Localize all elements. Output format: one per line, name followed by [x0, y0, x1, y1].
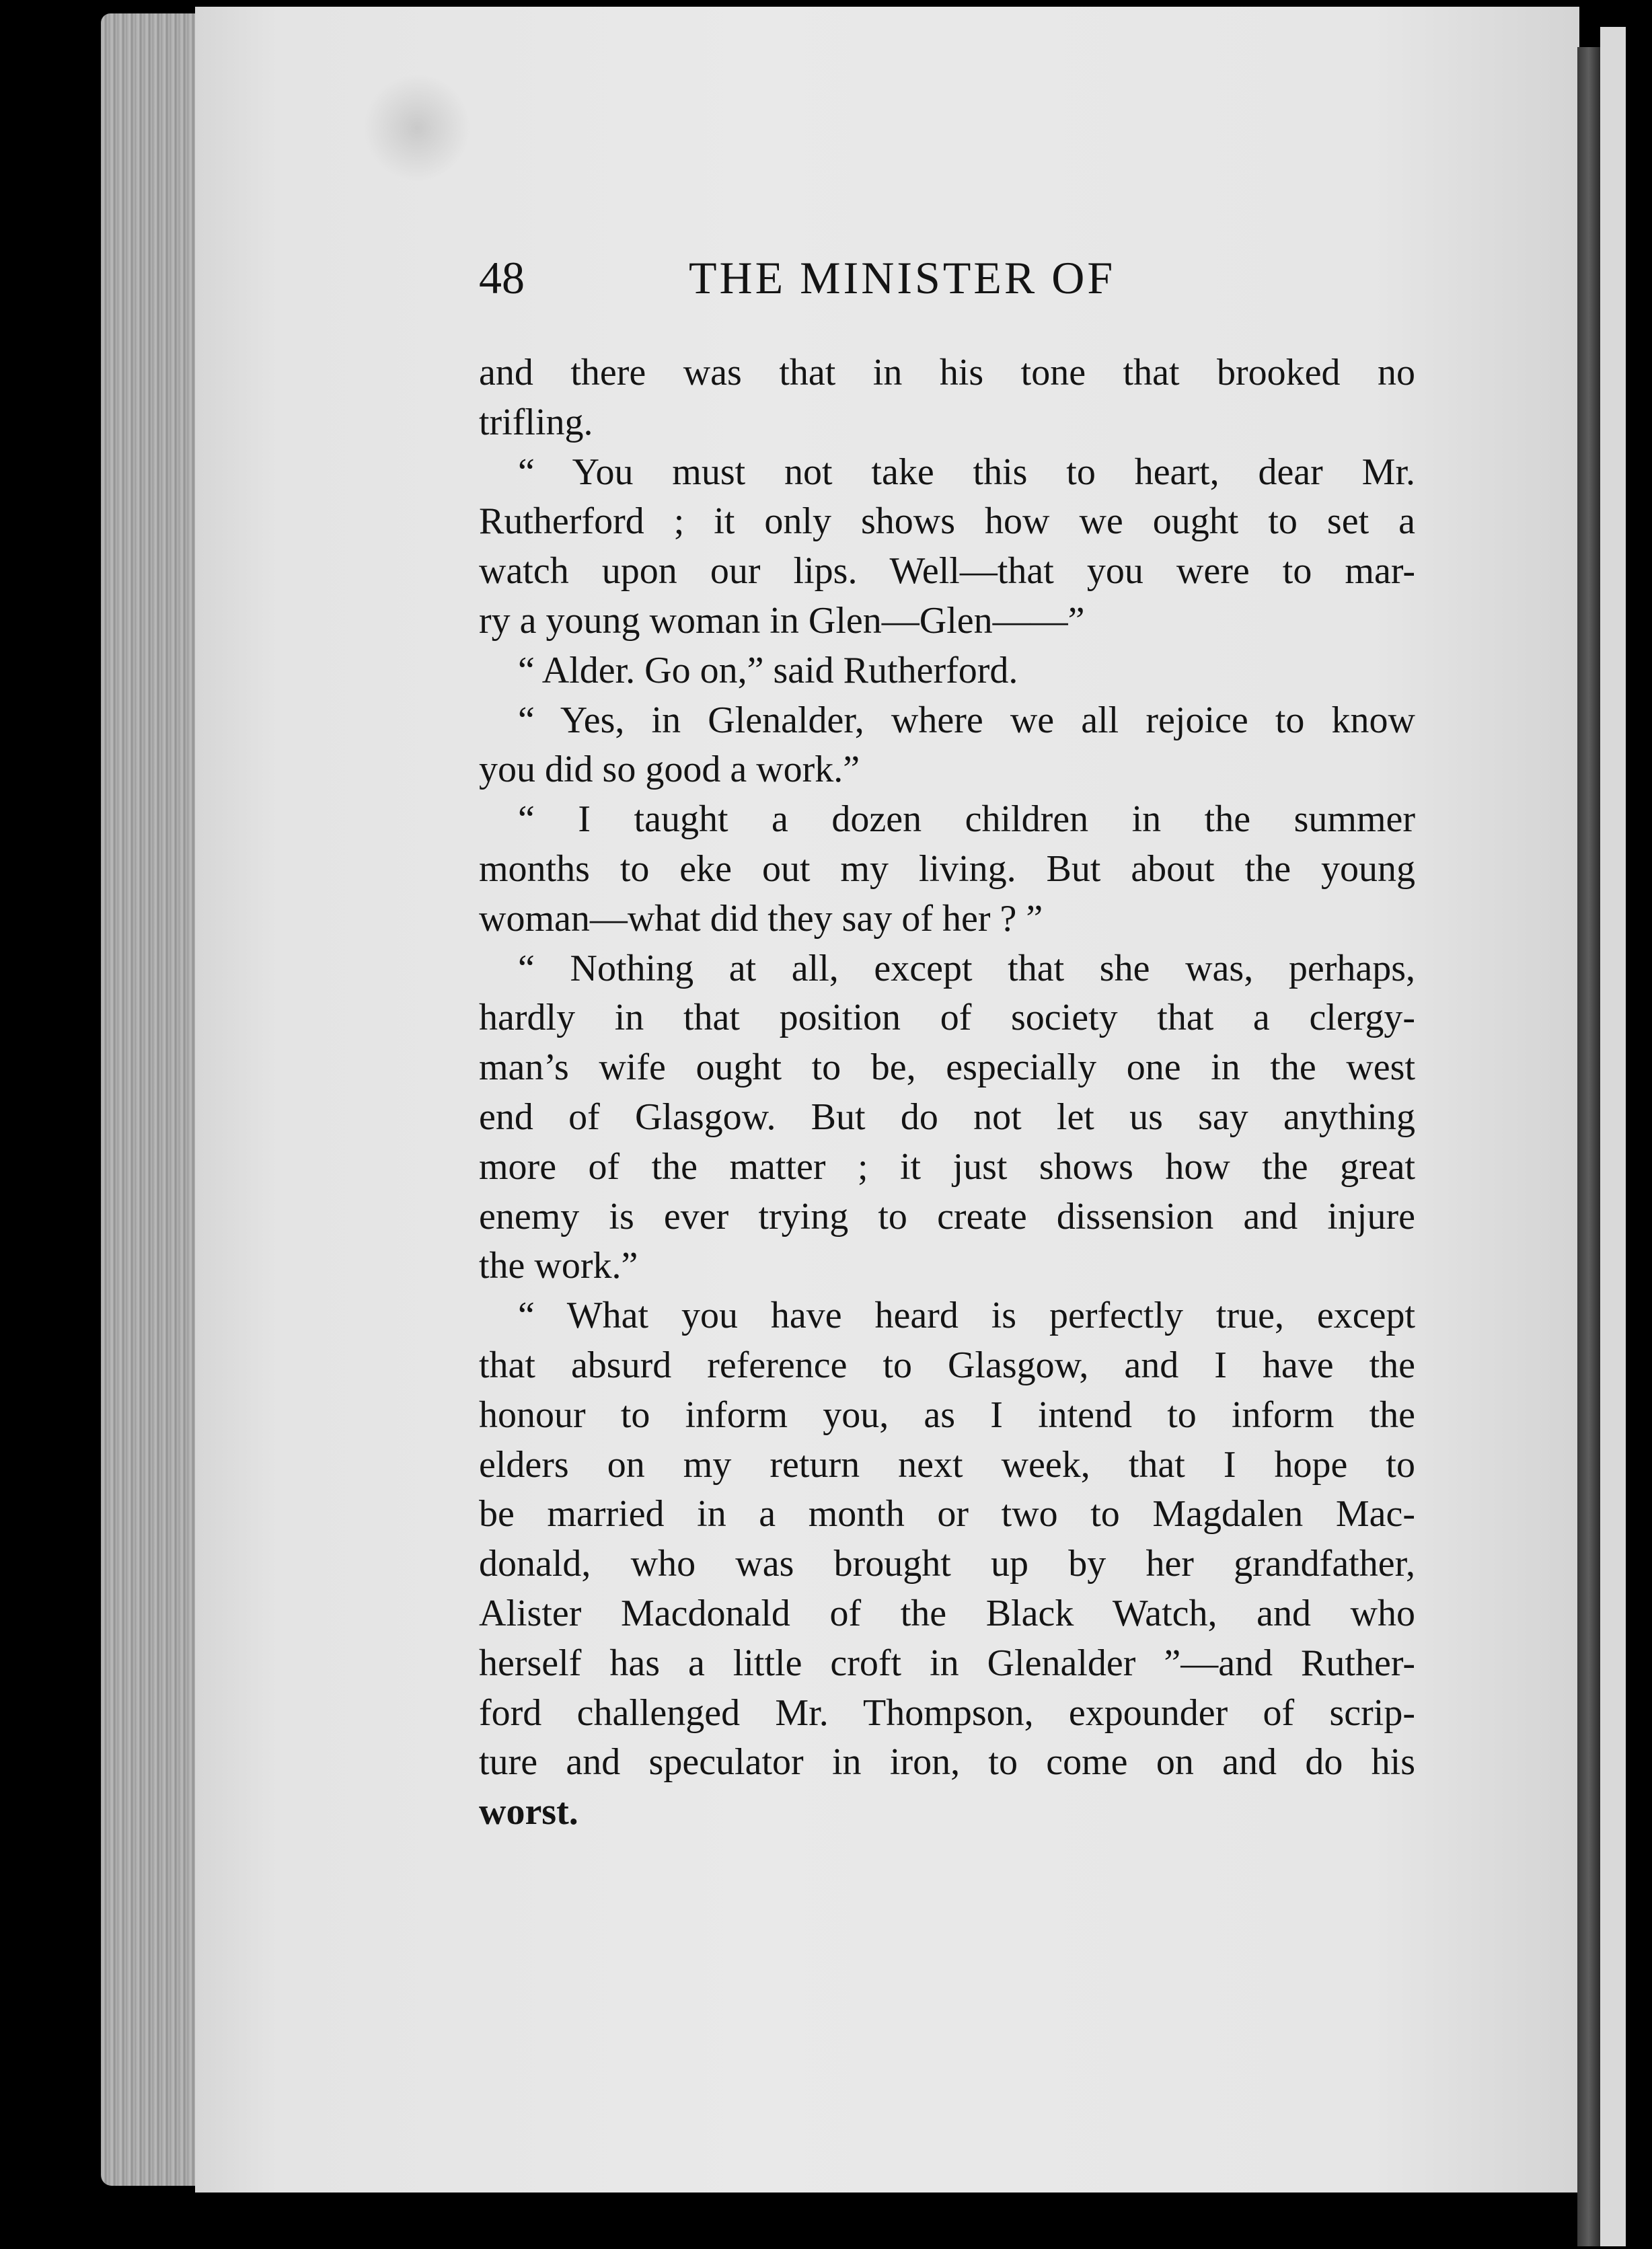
text-line: watch upon our lips. Well—that you were to mar-: [479, 550, 1415, 593]
text-line: man’s wife ought to be, especially one in the west: [479, 1046, 1415, 1089]
page-number: 48: [479, 252, 525, 303]
running-title: THE MINISTER OF: [689, 252, 1116, 303]
facing-page-edge: [1600, 27, 1626, 2246]
text-line: Rutherford ; it only shows how we ought to set a: [479, 500, 1415, 543]
text-line: “ I taught a dozen children in the summer: [518, 798, 1415, 841]
text-line: the work.”: [479, 1245, 638, 1287]
text-line: “ Nothing at all, except that she was, perhaps,: [518, 947, 1415, 989]
text-line: “ Yes, in Glenalder, where we all rejoice to know: [518, 699, 1415, 741]
text-line: more of the matter ; it just shows how the great: [479, 1145, 1415, 1188]
text-line: and there was that in his tone that brooked no: [479, 352, 1415, 393]
text-line: honour to inform you, as I intend to inform the: [479, 1394, 1415, 1436]
text-line: elders on my return next week, that I hope to: [479, 1443, 1415, 1486]
text-line: trifling.: [479, 401, 593, 443]
text-line: woman—what did they say of her ? ”: [479, 897, 1043, 940]
text-line: “ What you have heard is perfectly true, except: [518, 1295, 1415, 1337]
ink-smudge: [363, 74, 471, 182]
text-line: “ You must not take this to heart, dear Mr.: [518, 451, 1415, 493]
text-line: herself has a little croft in Glenalder ”—and Ruther-: [479, 1642, 1415, 1684]
text-line: hardly in that position of society that a clergy-: [479, 997, 1415, 1039]
page-header: [479, 241, 1421, 315]
text-line: end of Glasgow. But do not let us say anything: [479, 1096, 1415, 1138]
text-line: be married in a month or two to Magdalen Mac-: [479, 1493, 1415, 1535]
text-line: months to eke out my living. But about the young: [479, 847, 1415, 890]
text-line: donald, who was brought up by her grandfather,: [479, 1543, 1415, 1585]
text-line: ry a young woman in Glen—Glen——”: [479, 599, 1085, 642]
scan-border: [1626, 0, 1652, 2249]
text-line: Alister Macdonald of the Black Watch, and who: [479, 1592, 1415, 1634]
text-line: “ Alder. Go on,” said Rutherford.: [518, 649, 1018, 691]
text-line: enemy is ever trying to create dissension and injure: [479, 1195, 1415, 1237]
text-line: ford challenged Mr. Thompson, expounder of scrip-: [479, 1691, 1415, 1734]
text-line: that absurd reference to Glasgow, and I have the: [479, 1344, 1415, 1386]
text-line: worst.: [479, 1791, 578, 1833]
page-edges: [101, 13, 209, 2186]
text-line: you did so good a work.”: [479, 749, 860, 791]
spine-shadow: [1577, 47, 1600, 2246]
body-text: [479, 348, 1415, 1837]
text-line: ture and speculator in iron, to come on and do his: [479, 1741, 1415, 1784]
